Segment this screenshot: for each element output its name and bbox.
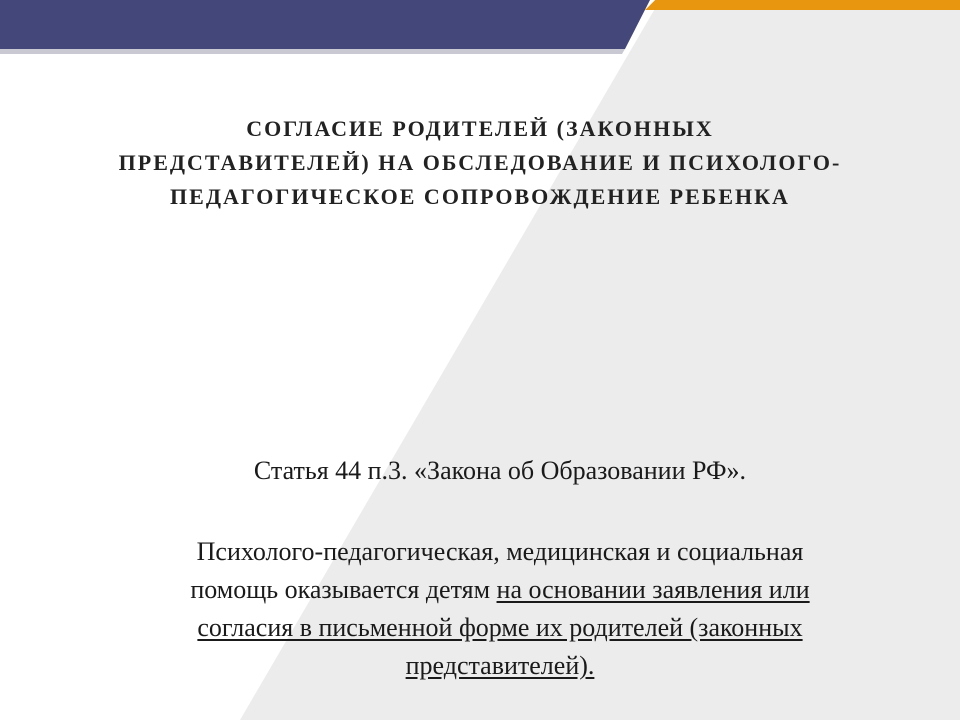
paragraph-line: Психолого-педагогическая, медицинская и социальная	[196, 537, 804, 566]
title-line: ПЕДАГОГИЧЕСКОЕ СОПРОВОЖДЕНИЕ РЕБЕНКА	[170, 184, 790, 209]
title-line: СОГЛАСИЕ РОДИТЕЛЕЙ (ЗАКОННЫХ	[246, 116, 714, 141]
slide-title	[40, 112, 920, 214]
orange-header-band	[645, 0, 960, 10]
underlined-text: на основании заявления или	[496, 575, 810, 604]
law-citation: Статья 44 п.3. «Закона об Образовании РФ».	[253, 456, 747, 485]
underlined-text: согласия в письменной форме их родителей (законных	[197, 613, 803, 642]
body-paragraph	[100, 533, 900, 685]
navy-header-band	[0, 0, 650, 49]
paragraph-text: помощь оказывается детям	[190, 575, 497, 604]
header-band-shadow	[0, 49, 625, 54]
title-line: ПРЕДСТАВИТЕЛЕЙ) НА ОБСЛЕДОВАНИЕ И ПСИХОЛОГО-	[118, 150, 842, 175]
underlined-text: представителей).	[405, 651, 595, 680]
paragraph-line	[100, 571, 900, 609]
